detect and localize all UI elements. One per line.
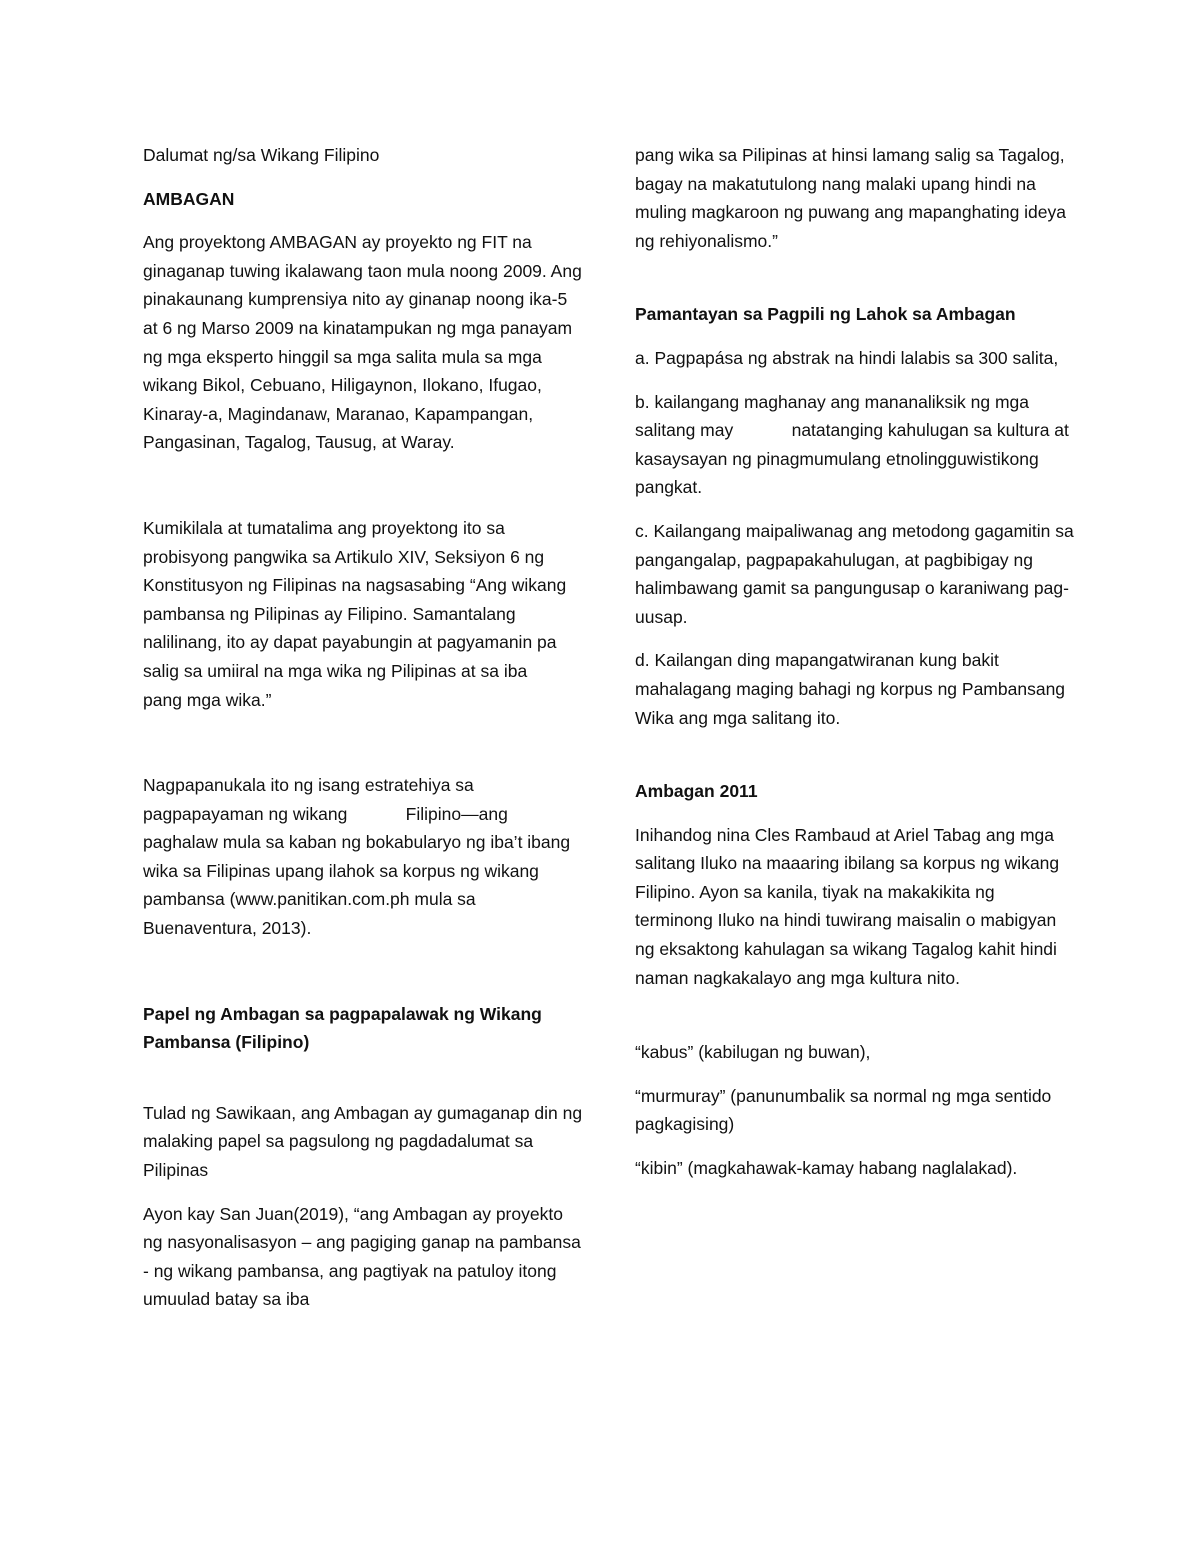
paragraph-estratehiya: Nagpapanukala ito ng isang estratehiya sa pagpapayaman ng wikang Filipino—ang paghalaw mula sa kaban ng bokabularyo ng iba’t ibang wika sa Filipinas upang ilahok sa korpus ng wikang pambansa (www.panitikan.com.ph mula sa Buenaventura, 2013). (143, 775, 575, 939)
paragraph-ambagan-intro: Ang proyektong AMBAGAN ay proyekto ng FIT na ginaganap tuwing ikalawang taon mula noong 2009. Ang pinakaunang kumprensiya nito ay ginanap noong ika-5 at 6 ng Marso 2009 na kinatampukan ng mga panayam ng mga eksperto hinggil sa mga salita mula sa mga wikang Bikol, Cebuano, Hiligaynon, Ilokano, Ifugao, Kinaray-a, Magindanaw, Maranao, Kapampangan, Pangasinan, Tagalog, Tausug, at Waray. (143, 232, 582, 453)
heading-ambagan-2011: Ambagan 2011 (635, 781, 758, 802)
right-column (635, 141, 1075, 1198)
criteria-item-b: b. kailangang maghanay ang mananaliksik ng mga salitang may natatanging kahulugan sa kultura at kasaysayan ng pinagmumulang etnolingguwistikong pangkat. (635, 391, 1074, 498)
paragraph-continuation: pang wika sa Pilipinas at hinsi lamang salig sa Tagalog, bagay na makatutulong nang malaki upang hindi na muling magkaroon ng puwang ang mapanghating ideya ng rehiyonalismo.” (635, 145, 1066, 251)
heading-papel-ng-ambagan: Papel ng Ambagan sa pagpapalawak ng Wikang Pambansa (Filipino) (143, 1003, 542, 1053)
paragraph-konstitusyon: Kumikilala at tumatalima ang proyektong ito sa probisyong pangwika sa Artikulo XIV, Seksiyon 6 ng Konstitusyon ng Filipinas na nagsasabing “Ang wikang pambansa ng Pilipinas ay Filipino. Samantalang nalilinang, ito ay dapat payabungin at pagyamanin pa salig sa umiiral na mga wika ng Pilipinas at sa iba pang mga wika.” (143, 517, 572, 710)
document-title: Dalumat ng/sa Wikang Filipino (143, 145, 380, 165)
heading-ambagan: AMBAGAN (143, 188, 235, 209)
heading-pamantayan: Pamantayan sa Pagpili ng Lahok sa Ambagan (635, 304, 1016, 325)
word-example-murmuray: “murmuray” (panunumbalik sa normal ng mga sentido pagkagising) (635, 1085, 1052, 1135)
paragraph-san-juan: Ayon kay San Juan(2019), “ang Ambagan ay proyekto ng nasyonalisasyon – ang pagiging ganap na pambansa - ng wikang pambansa, ang pagtiyak na patuloy itong umuulad batay sa iba (143, 1203, 581, 1310)
left-column (143, 141, 583, 1329)
criteria-item-c: c. Kailangang maipaliwanag ang metodong gagamitin sa pangangalap, pagpapakahulugan, at pagbibigay ng halimbawang gamit sa pangungusap o karaniwang pag-uusap. (635, 520, 1074, 627)
paragraph-ambagan-2011: Inihandog nina Cles Rambaud at Ariel Tabag ang mga salitang Iluko na maaaring ibilang sa korpus ng wikang Filipino. Ayon sa kanila, tiyak na makakikita ng terminong Iluko na hindi tuwirang maisalin o mabigyan ng eksaktong kahulagan sa wikang Tagalog kahit hindi naman nagkakalayo ang mga kultura nito. (635, 824, 1060, 988)
word-example-kabus: “kabus” (kabilugan ng buwan), (635, 1042, 871, 1063)
word-example-kibin: “kibin” (magkahawak-kamay habang naglalakad). (635, 1158, 1018, 1179)
criteria-item-d: d. Kailangan ding mapangatwiranan kung bakit mahalagang maging bahagi ng korpus ng Pambansang Wika ang mga salitang ito. (635, 650, 1066, 728)
criteria-item-a: a. Pagpapása ng abstrak na hindi lalabis sa 300 salita, (635, 347, 1059, 368)
paragraph-sawikaan: Tulad ng Sawikaan, ang Ambagan ay gumaganap din ng malaking papel sa pagsulong ng pagdadalumat sa Pilipinas (143, 1102, 583, 1181)
